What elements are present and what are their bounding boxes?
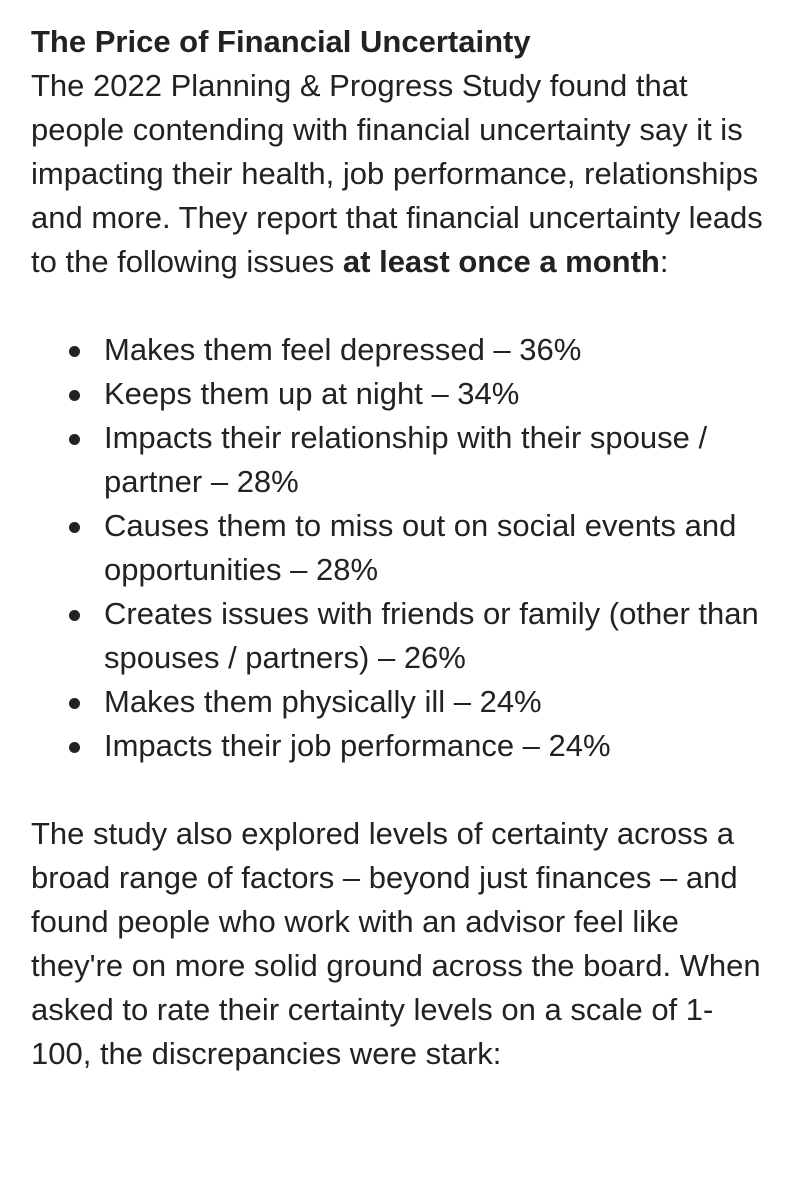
intro-paragraph bbox=[31, 64, 770, 284]
intro-text: The 2022 Planning & Progress Study found that people contending with financial uncertainty say it is impacting their health, job performance, relationships and more. They report that financial uncertainty leads to the following issues bbox=[31, 68, 763, 279]
list-item bbox=[31, 372, 770, 416]
bullet-icon bbox=[69, 698, 80, 709]
intro-emphasis: at least once a month bbox=[342, 244, 660, 279]
list-item-text: Makes them feel depressed – 36% bbox=[104, 332, 582, 367]
list-item-text: Makes them physically ill – 24% bbox=[104, 684, 542, 719]
issues-list bbox=[31, 328, 770, 768]
list-item-text: Keeps them up at night – 34% bbox=[104, 376, 520, 411]
list-item bbox=[31, 328, 770, 372]
list-item bbox=[31, 592, 770, 680]
bullet-icon bbox=[69, 742, 80, 753]
list-item bbox=[31, 504, 770, 592]
article-title: The Price of Financial Uncertainty bbox=[31, 24, 531, 59]
bullet-icon bbox=[69, 390, 80, 401]
list-item-text: Impacts their job performance – 24% bbox=[104, 728, 611, 763]
list-item bbox=[31, 416, 770, 504]
closing-paragraph: The study also explored levels of certainty across a broad range of factors – beyond just finances – and found people who work with an advisor feel like they're on more solid ground across the board. When asked to rate their certainty levels on a scale of 1-100, the discrepancies were stark: bbox=[31, 816, 761, 1071]
list-item bbox=[31, 680, 770, 724]
bullet-icon bbox=[69, 522, 80, 533]
intro-trail: : bbox=[659, 244, 669, 279]
bullet-icon bbox=[69, 346, 80, 357]
list-item-text: Causes them to miss out on social events and opportunities – 28% bbox=[104, 508, 737, 587]
bullet-icon bbox=[69, 434, 80, 445]
list-item bbox=[31, 724, 770, 768]
bullet-icon bbox=[69, 610, 80, 621]
list-item-text: Creates issues with friends or family (other than spouses / partners) – 26% bbox=[104, 596, 759, 675]
list-item-text: Impacts their relationship with their spouse / partner – 28% bbox=[104, 420, 708, 499]
